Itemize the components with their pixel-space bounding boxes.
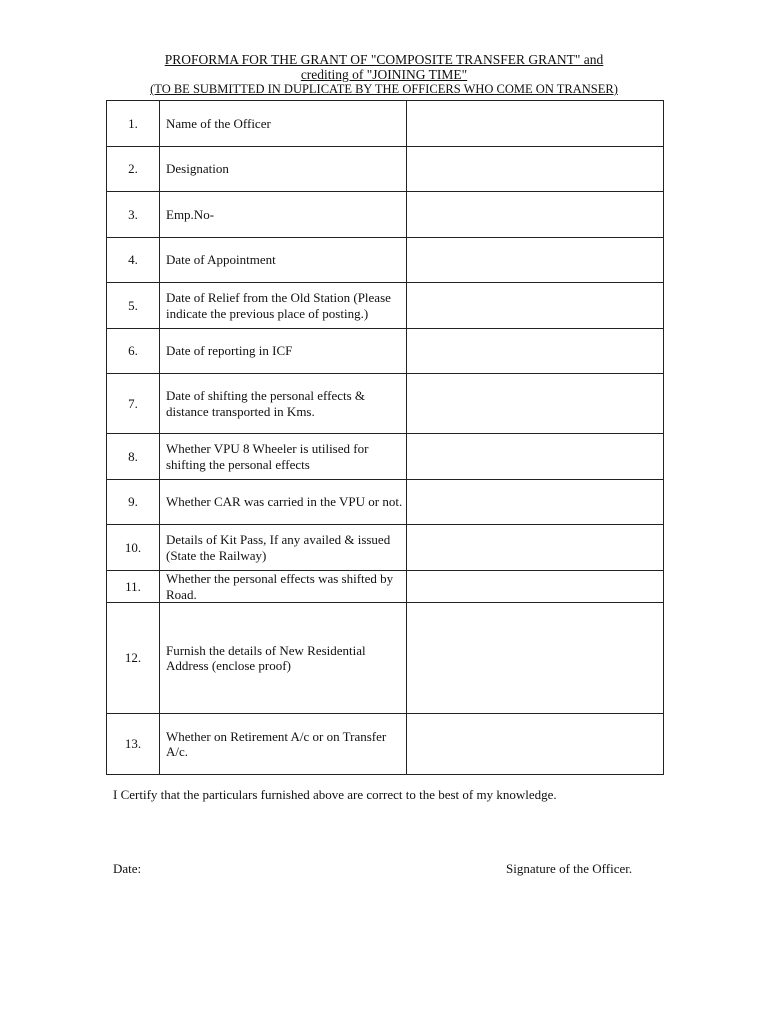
account-type-field[interactable] [407, 714, 664, 775]
row-number: 4. [107, 238, 160, 283]
table-row [107, 374, 664, 434]
row-label: Whether CAR was carried in the VPU or not. [160, 480, 407, 525]
row-label: Date of reporting in ICF [160, 329, 407, 374]
row-number: 2. [107, 147, 160, 192]
car-carried-field[interactable] [407, 480, 664, 525]
reporting-date-field[interactable] [407, 329, 664, 374]
table-row [107, 101, 664, 147]
row-number: 10. [107, 525, 160, 571]
row-label: Whether VPU 8 Wheeler is utilised for shifting the personal effects [160, 434, 407, 480]
row-label: Furnish the details of New Residential Address (enclose proof) [160, 603, 407, 714]
form-title-line-1: PROFORMA FOR THE GRANT OF "COMPOSITE TRANSFER GRANT" and [164, 52, 604, 67]
shifting-details-field[interactable] [407, 374, 664, 434]
table-row [107, 571, 664, 603]
table-row [107, 283, 664, 329]
row-number: 8. [107, 434, 160, 480]
table-row [107, 714, 664, 775]
row-number: 12. [107, 603, 160, 714]
date-label: Date: [113, 861, 142, 876]
table-row [107, 603, 664, 714]
table-row [107, 480, 664, 525]
table-row [107, 329, 664, 374]
table-row [107, 192, 664, 238]
form-title-line-2: crediting of "JOINING TIME" [300, 67, 468, 82]
table-row [107, 434, 664, 480]
row-number: 13. [107, 714, 160, 775]
proforma-table [106, 100, 664, 775]
road-shifting-field[interactable] [407, 571, 664, 603]
kit-pass-field[interactable] [407, 525, 664, 571]
emp-no-field[interactable] [407, 192, 664, 238]
designation-field[interactable] [407, 147, 664, 192]
row-number: 3. [107, 192, 160, 238]
row-label: Whether on Retirement A/c or on Transfer A/c. [160, 714, 407, 775]
new-address-field[interactable] [407, 603, 664, 714]
appointment-date-field[interactable] [407, 238, 664, 283]
row-label: Date of Appointment [160, 238, 407, 283]
row-number: 11. [107, 571, 160, 603]
row-label: Emp.No- [160, 192, 407, 238]
certification-statement: I Certify that the particulars furnished above are correct to the best of my knowledge. [113, 787, 557, 802]
form-subtitle: (TO BE SUBMITTED IN DUPLICATE BY THE OFFICERS WHO COME ON TRANSER) [150, 82, 618, 96]
row-label: Date of Relief from the Old Station (Please indicate the previous place of posting.) [160, 283, 407, 329]
form-header [0, 52, 768, 97]
row-number: 5. [107, 283, 160, 329]
row-label: Whether the personal effects was shifted by Road. [160, 571, 407, 603]
officer-name-field[interactable] [407, 101, 664, 147]
table-row [107, 147, 664, 192]
row-label: Details of Kit Pass, If any availed & issued (State the Railway) [160, 525, 407, 571]
table-row [107, 238, 664, 283]
row-label: Date of shifting the personal effects & distance transported in Kms. [160, 374, 407, 434]
row-label: Designation [160, 147, 407, 192]
row-number: 9. [107, 480, 160, 525]
relief-date-field[interactable] [407, 283, 664, 329]
row-number: 6. [107, 329, 160, 374]
row-number: 1. [107, 101, 160, 147]
table-row [107, 525, 664, 571]
signature-label: Signature of the Officer. [506, 861, 633, 876]
row-number: 7. [107, 374, 160, 434]
vpu-wheeler-field[interactable] [407, 434, 664, 480]
row-label: Name of the Officer [160, 101, 407, 147]
